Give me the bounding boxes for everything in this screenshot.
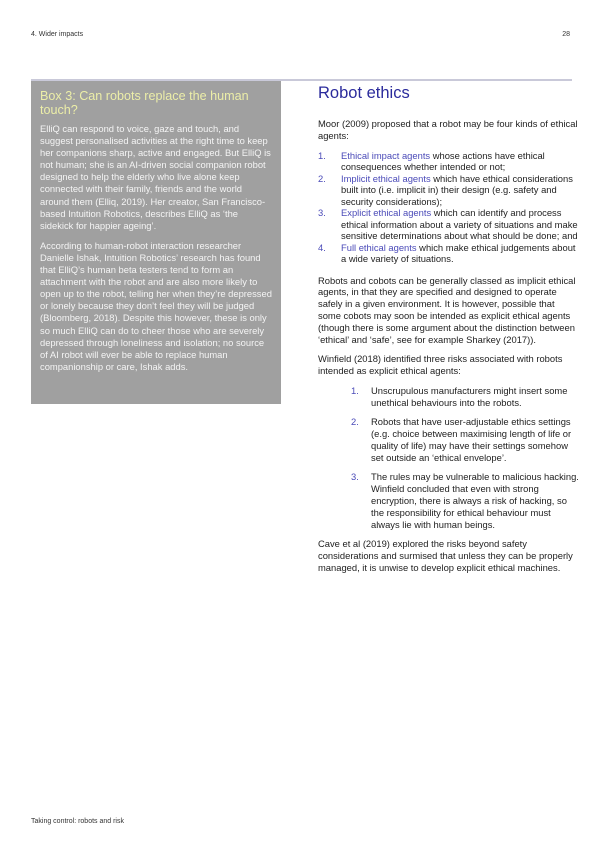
agent-types-list [318, 150, 580, 265]
list-item [318, 416, 580, 464]
agent-term: Ethical impact agents [341, 149, 431, 161]
box-paragraph: ElliQ can respond to voice, gaze and touch, and suggest personalised activities at the right time to keep her companions sharp, active and engaged. But ElliQ is not human; she is an AI-driven social companion robot designed to help the elderly who live alone keep connected with their family, friends and the world around them (Elliq, 2019). Her creator, San Francisco-based Intuition Robotics, describes ElliQ as ‘the sidekick for happier ageing’. [40, 123, 271, 231]
cobots-paragraph: Robots and cobots can be generally classed as implicit ethical agents, in that they are specified and designed to operate safely in a given environment. It is however, possible that some cobots may soon be intended as explicit ethical agents (though there is some argument about the distinction between ‘ethical’ and ‘safe’, see for example Sharkey (2017)). [318, 274, 576, 345]
agent-description: which make ethical judgements about a wide variety of situations. [341, 241, 576, 265]
agent-description: whose actions have ethical consequences whether intended or not; [341, 149, 545, 173]
list-number: 1. [318, 149, 326, 161]
list-number: 2. [351, 415, 359, 427]
winfield-paragraph: Winfield (2018) identified three risks associated with robots intended as explicit ethical agents: [318, 353, 563, 377]
risk-text: Robots that have user-adjustable ethics settings (e.g. choice between maximising length of life or quality of life) may have their settings somehow set outside an ‘ethical envelope’. [371, 415, 572, 463]
list-number: 2. [318, 172, 326, 184]
footer-title: Taking control: robots and risk [31, 818, 124, 825]
box-title: Box 3: Can robots replace the human touch? [40, 89, 249, 117]
cave-paragraph: Cave et al (2019) explored the risks beyond safety considerations and surmised that unless they can be properly managed, it is unwise to develop explicit ethical machines. [318, 537, 573, 573]
running-header-section: 4. Wider impacts [31, 31, 84, 38]
box-paragraph: According to human-robot interaction researcher Danielle Ishak, Intuition Robotics’ research has found that ElliQ’s human beta testers tend to form an attachment with the robot and are also more likely to open up to the robot, telling her when they’re depressed or lonely because they don’t feel they will be judged (Bloomberg, 2018). Despite this however, these is only so much ElliQ can do to cheer those who are severely depressed through loneliness and isolation; no source of AI robot will ever be able to replace human companionship or care, Ishak adds. [40, 239, 272, 372]
list-item [318, 242, 580, 265]
list-number: 4. [318, 241, 326, 253]
agent-description: which have ethical considerations built into (i.e. implicit in) their design (e.g. safety and security considerations); [341, 172, 573, 207]
list-number: 1. [351, 384, 359, 396]
main-column [318, 84, 580, 581]
list-item [318, 385, 580, 409]
list-item [318, 471, 580, 531]
list-number: 3. [318, 207, 326, 219]
agent-description: which can identify and process ethical information about a variety of situations and make sensitive determinations about what should be done; and [341, 207, 578, 242]
risk-text: The rules may be vulnerable to malicious hacking. Winfield concluded that even with strong encryption, there is always a risk of hacking, so the responsibility for ethical behaviour must always lie with human beings. [371, 470, 579, 530]
sidebar-box [31, 81, 281, 404]
section-heading: Robot ethics [318, 84, 410, 102]
risks-list [318, 385, 580, 531]
list-number: 3. [351, 470, 359, 482]
agent-term: Implicit ethical agents [341, 172, 431, 184]
risk-text: Unscrupulous manufacturers might insert some unethical behaviours into the robots. [371, 384, 568, 408]
page-number: 28 [562, 31, 570, 38]
agent-term: Explicit ethical agents [341, 207, 432, 219]
agent-term: Full ethical agents [341, 241, 417, 253]
intro-paragraph: Moor (2009) proposed that a robot may be four kinds of ethical agents: [318, 118, 578, 141]
list-item [318, 150, 580, 173]
list-item [318, 207, 580, 242]
list-item [318, 173, 580, 208]
